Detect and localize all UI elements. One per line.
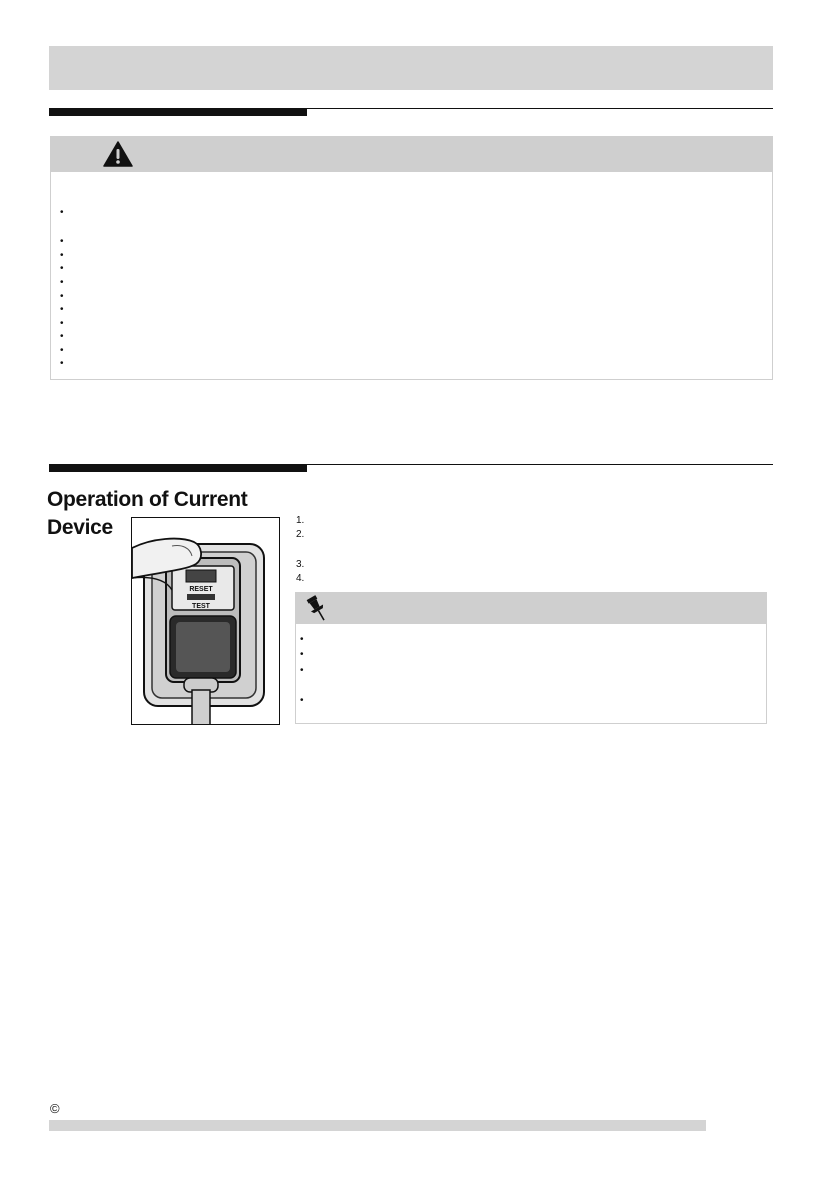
step-number-1: 1. — [296, 515, 305, 526]
section-rule-thin-2 — [49, 464, 773, 465]
warning-bullet-4: • — [60, 263, 64, 274]
section-rule-thick — [49, 108, 307, 116]
page-header-bar — [49, 46, 773, 90]
step-number-4: 4. — [296, 573, 305, 584]
warning-bullet-2: • — [60, 236, 64, 247]
section-title: Operation of Current Device — [47, 488, 248, 539]
warning-header — [50, 136, 773, 172]
copyright-symbol: © — [50, 1101, 60, 1116]
footer-bar — [49, 1120, 706, 1131]
warning-bullet-5: • — [60, 277, 64, 288]
section-rule-thick-2 — [49, 464, 307, 472]
warning-bullet-7: • — [60, 304, 64, 315]
reset-label: RESET — [189, 586, 213, 593]
warning-bullet-3: • — [60, 250, 64, 261]
note-header — [295, 592, 767, 624]
warning-bullet-1: • — [60, 207, 64, 218]
warning-bullet-9: • — [60, 331, 64, 342]
note-bullet-4: • — [300, 695, 304, 706]
warning-triangle-icon — [103, 141, 133, 167]
warning-bullet-8: • — [60, 318, 64, 329]
pushpin-icon — [304, 593, 330, 623]
warning-bullet-11: • — [60, 358, 64, 369]
device-photo — [131, 517, 280, 725]
warning-box — [50, 136, 773, 380]
note-bullet-1: • — [300, 634, 304, 645]
step-number-3: 3. — [296, 559, 305, 570]
test-label: TEST — [192, 603, 210, 610]
warning-bullet-10: • — [60, 345, 64, 356]
section-rule-thin — [49, 108, 773, 109]
note-bullet-3: • — [300, 665, 304, 676]
note-bullet-2: • — [300, 649, 304, 660]
step-number-2: 2. — [296, 529, 305, 540]
warning-bullet-6: • — [60, 291, 64, 302]
